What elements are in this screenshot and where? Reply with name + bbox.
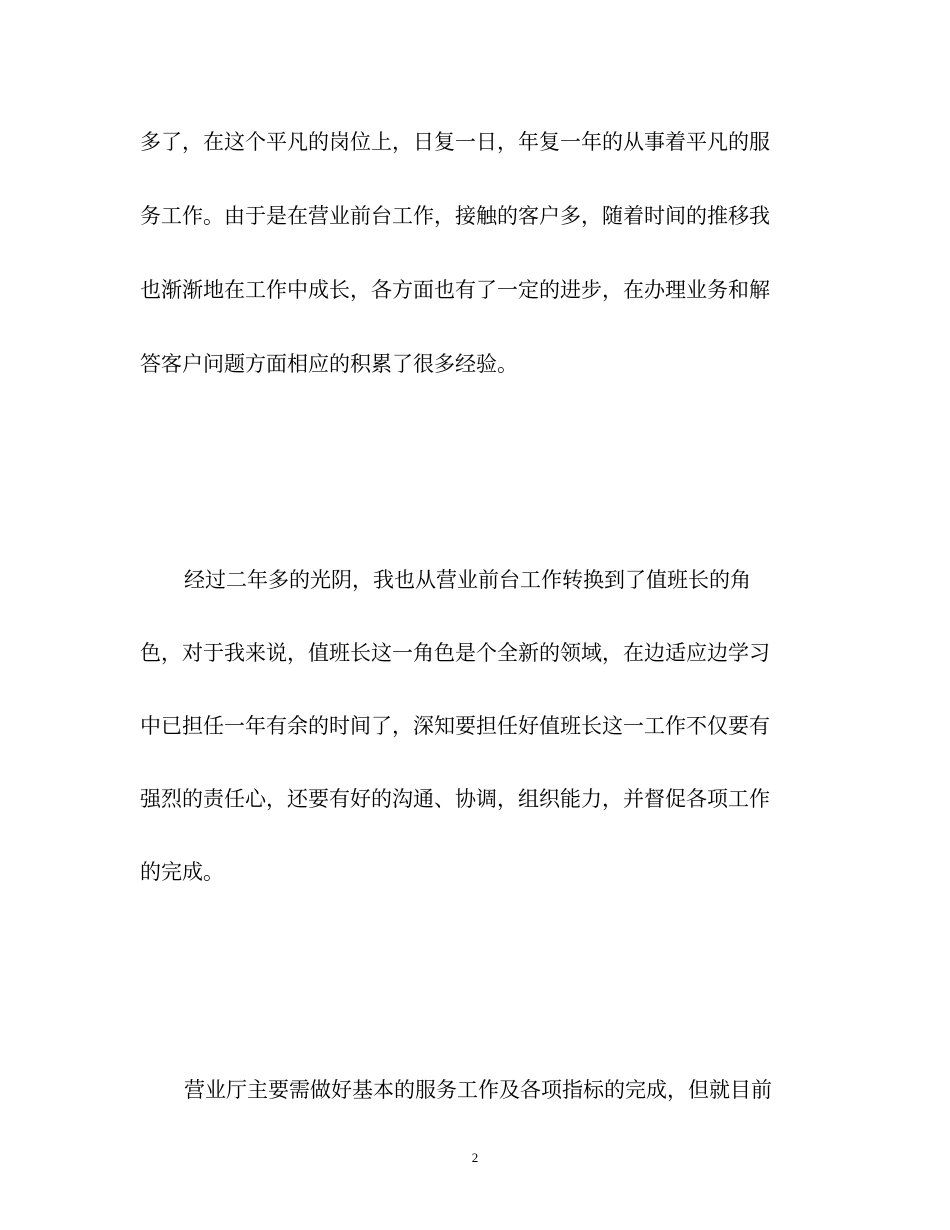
page-number: 2 — [471, 1150, 479, 1165]
paragraph-1-line-1: 多了，在这个平凡的岗位上，日复一日，年复一年的从事着平凡的服 — [140, 130, 770, 154]
paragraph-3-line-1: 营业厅主要需做好基本的服务工作及各项指标的完成，但就目前 — [184, 1078, 772, 1102]
paragraph-1-line-3: 也渐渐地在工作中成长，各方面也有了一定的进步，在办理业务和解 — [140, 278, 770, 302]
paragraph-2-line-1: 经过二年多的光阴，我也从营业前台工作转换到了值班长的角 — [184, 568, 751, 592]
paragraph-2-line-3: 中已担任一年有余的时间了，深知要担任好值班长这一工作不仅要有 — [140, 714, 770, 738]
paragraph-2-line-5: 的完成。 — [140, 860, 224, 884]
paragraph-1-line-4: 答客户问题方面相应的积累了很多经验。 — [140, 352, 518, 376]
paragraph-2-line-2: 色，对于我来说，值班长这一角色是个全新的领域，在边适应边学习 — [140, 641, 770, 665]
paragraph-1-line-2: 务工作。由于是在营业前台工作，接触的客户多，随着时间的推移我 — [140, 204, 770, 228]
paragraph-2-line-4: 强烈的责任心，还要有好的沟通、协调，组织能力，并督促各项工作 — [140, 787, 770, 811]
